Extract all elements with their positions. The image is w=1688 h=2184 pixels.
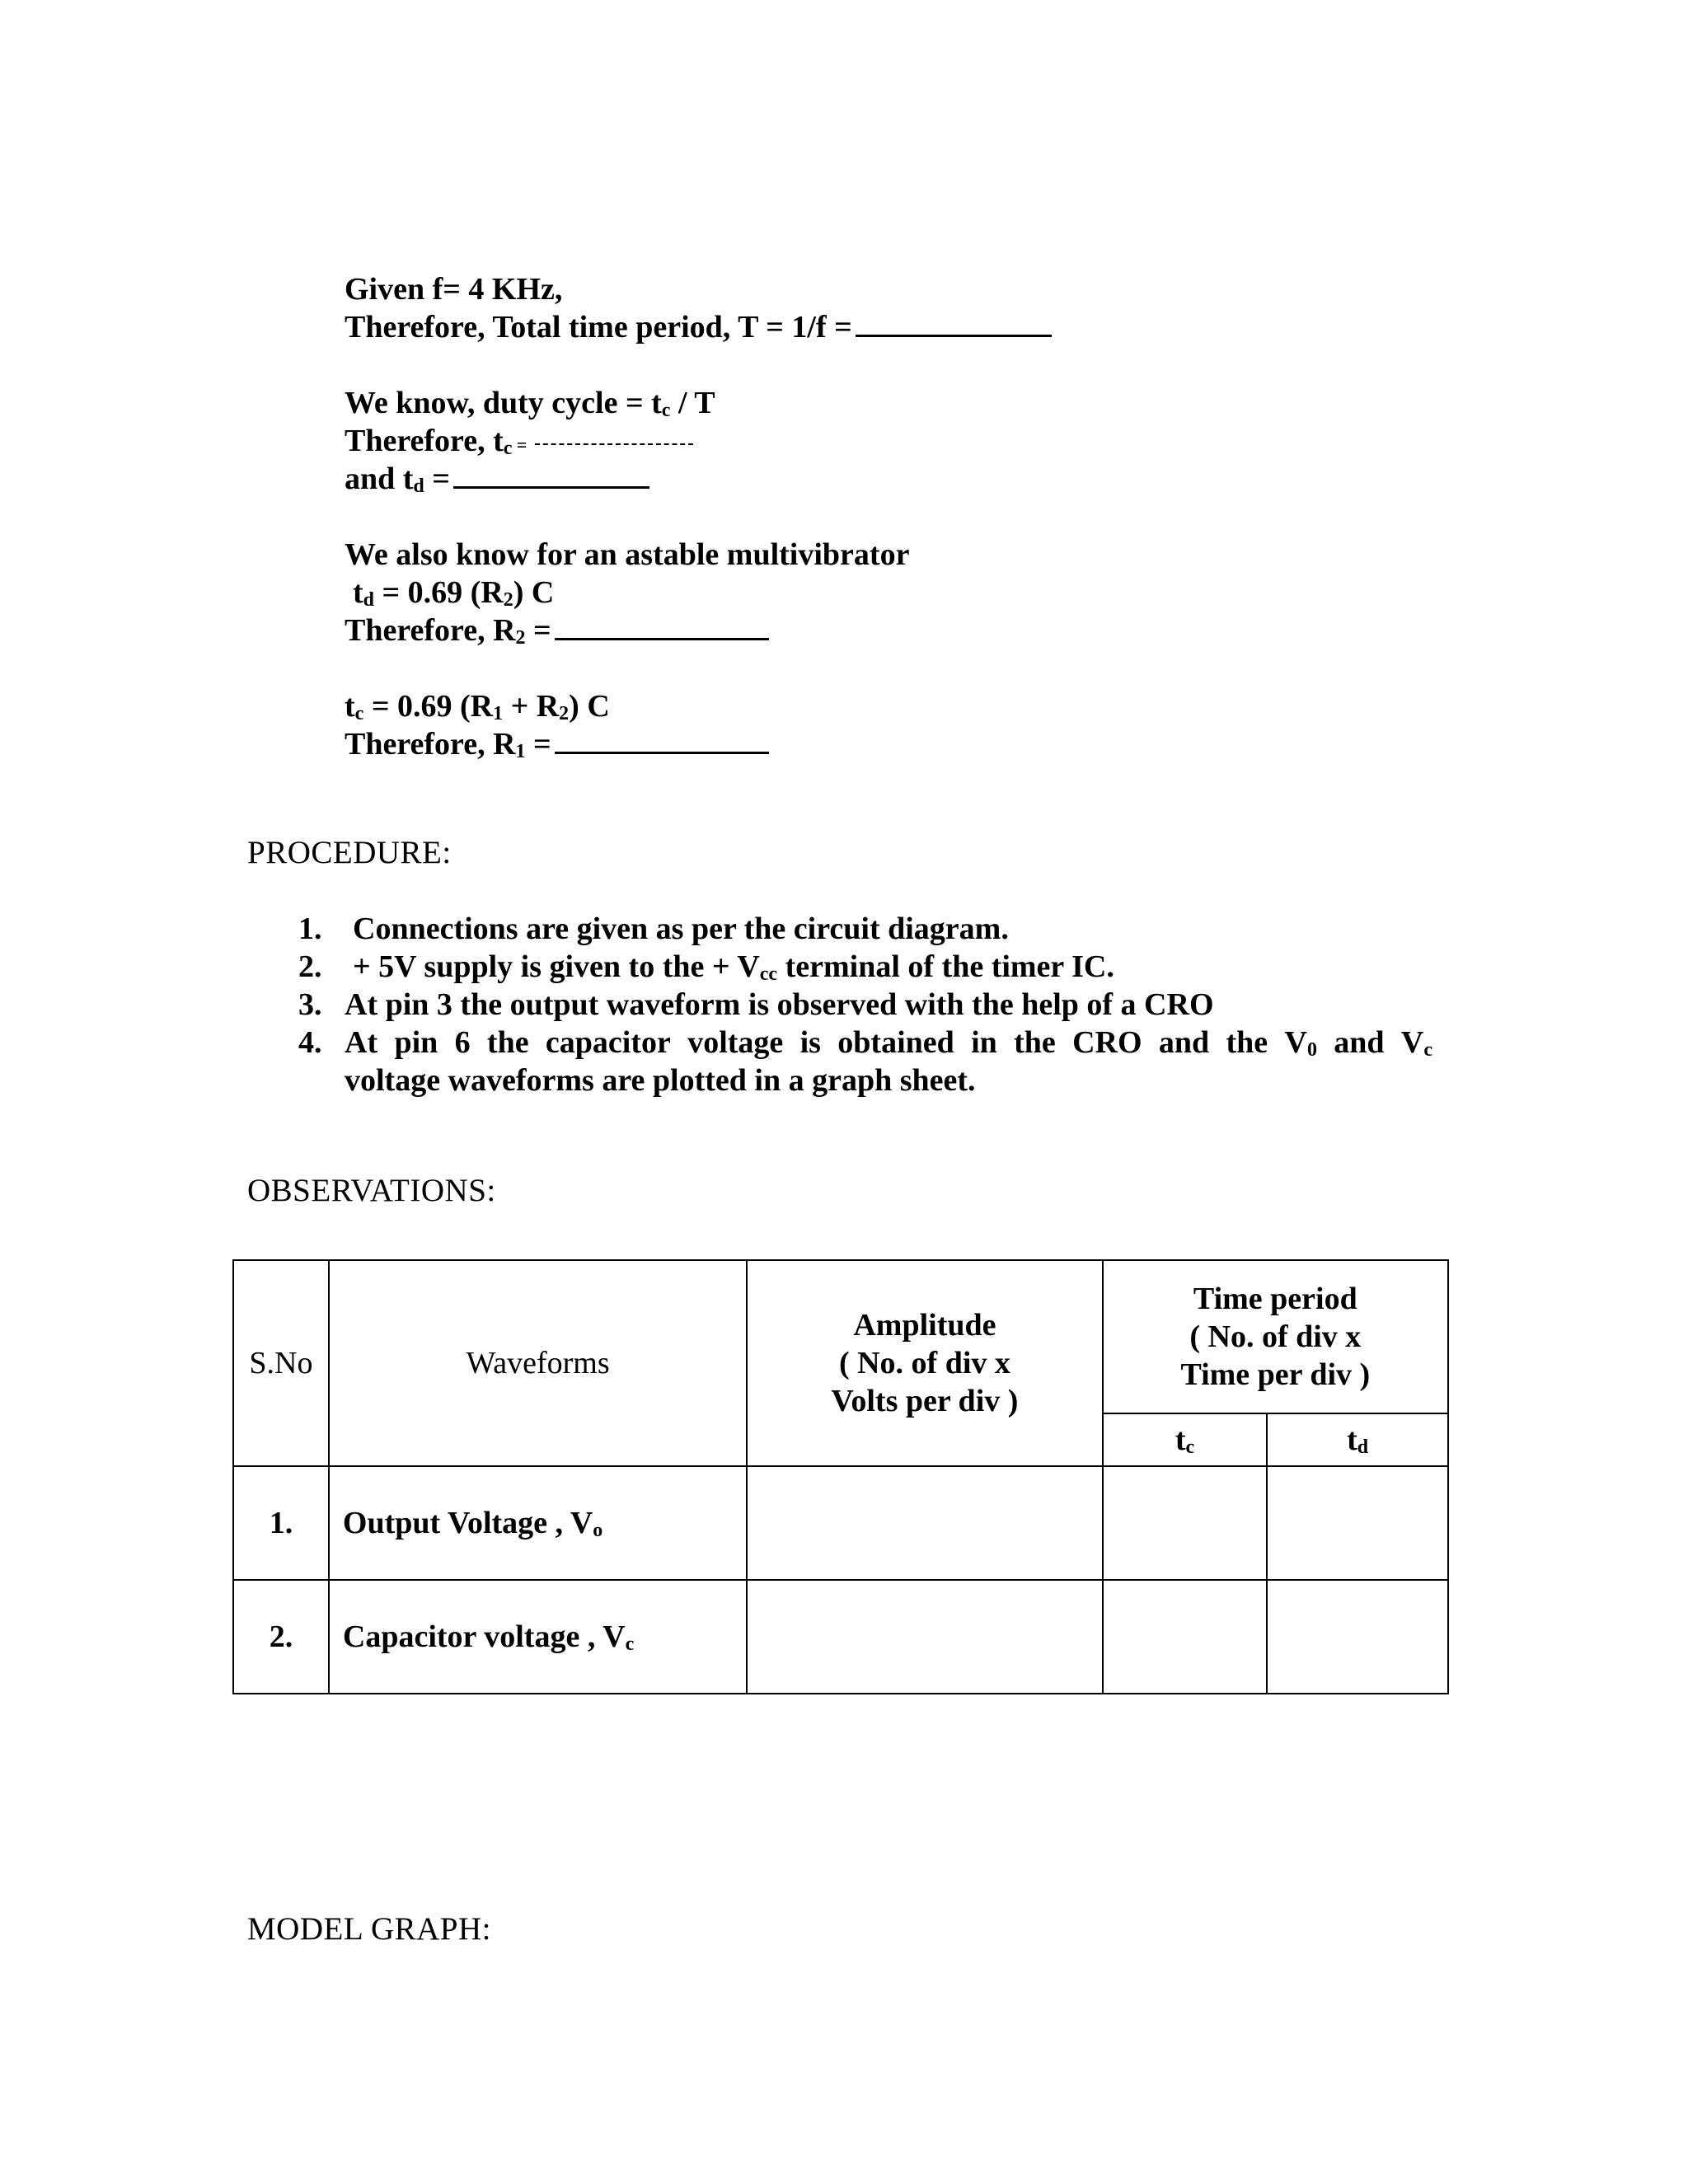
procedure-num-2: 2. [298, 949, 322, 984]
given-frequency: Given f= 4 KHz, [345, 272, 563, 307]
header-time-period [1103, 1260, 1448, 1413]
table-row [233, 1580, 1448, 1694]
proc4-word: is [799, 1025, 821, 1060]
observations-table [232, 1259, 1449, 1694]
time-period-blank[interactable] [856, 334, 1052, 337]
vc-sub: c [1423, 1039, 1432, 1061]
r1-equals: = [525, 727, 551, 762]
observations-heading: OBSERVATIONS: [247, 1173, 496, 1208]
proc4-word: capacitor [545, 1025, 671, 1060]
tc-symbol: t [1175, 1422, 1186, 1457]
header-td [1267, 1413, 1448, 1466]
tc-formula-mid: = 0.69 (R [363, 689, 494, 724]
header-waveforms: Waveforms [329, 1260, 747, 1466]
tc-formula-end: ) C [569, 689, 610, 724]
procedure-text-4 [345, 1024, 1432, 1062]
tc-formula-sub3: 2 [559, 703, 570, 724]
proc4-word: At [345, 1025, 378, 1060]
td-sub: d [413, 476, 424, 497]
table-header-row [233, 1260, 1448, 1413]
amplitude-line-2: ( No. of div x [838, 1346, 1010, 1380]
procedure-item-4-cont: voltage waveforms are plotted in a graph sheet. [345, 1063, 976, 1098]
time-period-line-1: Time period [1193, 1282, 1357, 1316]
procedure-heading: PROCEDURE: [247, 835, 452, 870]
r1-text: Therefore, R [345, 727, 516, 762]
r1-line [345, 725, 769, 763]
proc4-word: in [971, 1025, 997, 1060]
model-graph-heading: MODEL GRAPH: [247, 1911, 491, 1947]
proc4-word: and [1158, 1025, 1210, 1060]
proc4-word: pin [394, 1025, 438, 1060]
vc-symbol: V [1400, 1025, 1424, 1060]
procedure-text-3: At pin 3 the output waveform is observed with the help of a CRO [345, 987, 1214, 1022]
amplitude-cell[interactable] [747, 1580, 1102, 1694]
duty-cycle-sub: c [661, 400, 671, 421]
procedure-text-1: Connections are given as per the circuit diagram. [353, 912, 1009, 946]
proc4-vc [1401, 1024, 1432, 1062]
td-header-sub: d [1357, 1436, 1369, 1458]
time-period-line-2: ( No. of div x [1189, 1319, 1362, 1354]
row-sno: 1. [233, 1466, 329, 1580]
amplitude-cell[interactable] [747, 1466, 1102, 1580]
proc4-word: the [1014, 1025, 1056, 1060]
td-formula-mid: = 0.69 (R [374, 575, 504, 610]
procedure-text-2a: + 5V supply is given to the + V [353, 949, 760, 984]
row-waveform [329, 1466, 747, 1580]
proc4-word: obtained [837, 1025, 954, 1060]
waveform-sub: c [625, 1633, 635, 1655]
amplitude-line-3: Volts per div ) [831, 1384, 1019, 1418]
tc-equals: = [512, 434, 528, 455]
duty-cycle-text-end: / T [670, 386, 715, 420]
procedure-num-4: 4. [298, 1025, 322, 1060]
proc4-word: the [1226, 1025, 1268, 1060]
header-sno: S.No [233, 1260, 329, 1466]
tc-sub: c [503, 438, 513, 459]
r2-text: Therefore, R [345, 613, 516, 648]
r2-equals: = [525, 613, 551, 648]
procedure-num-1: 1. [298, 912, 322, 946]
row-sno: 2. [233, 1580, 329, 1694]
td-formula-t: t [353, 575, 363, 610]
tc-formula-sub2: 1 [493, 703, 504, 724]
total-time-period-text: Therefore, Total time period, T = 1/f = [345, 310, 852, 344]
r2-line [345, 612, 769, 649]
td-formula-sub2: 2 [503, 589, 513, 611]
td-blank[interactable] [453, 485, 649, 489]
tc-cell[interactable] [1103, 1466, 1268, 1580]
td-formula-end: ) C [513, 575, 555, 610]
tc-cell[interactable] [1103, 1580, 1268, 1694]
waveform-label: Capacitor voltage , V [342, 1619, 626, 1654]
time-period-line-3: Time per div ) [1180, 1357, 1371, 1392]
waveform-sub: o [593, 1520, 603, 1541]
proc4-word: voltage [687, 1025, 784, 1060]
proc4-word: the [486, 1025, 529, 1060]
proc4-word: CRO [1072, 1025, 1142, 1060]
duty-cycle-line [345, 384, 715, 422]
waveform-label: Output Voltage , V [342, 1506, 593, 1540]
header-amplitude [747, 1260, 1102, 1466]
astable-line: We also know for an astable multivibrator [345, 537, 910, 572]
td-line [345, 460, 649, 498]
v0-symbol: V [1284, 1025, 1307, 1060]
proc4-word: and [1334, 1025, 1385, 1060]
amplitude-line-1: Amplitude [853, 1308, 996, 1343]
tc-blank[interactable] [535, 443, 693, 445]
proc4-word: 6 [454, 1025, 471, 1060]
procedure-text-2b: terminal of the timer IC. [777, 949, 1114, 984]
r2-blank[interactable] [555, 637, 769, 640]
tc-header-sub: c [1185, 1436, 1195, 1458]
r1-blank[interactable] [555, 751, 769, 754]
row-waveform [329, 1580, 747, 1694]
v0-sub: 0 [1306, 1039, 1317, 1061]
r2-sub: 2 [515, 627, 526, 649]
duty-cycle-text: We know, duty cycle = t [345, 386, 662, 420]
tc-formula-plus: + R [503, 689, 560, 724]
procedure-num-3: 3. [298, 987, 322, 1022]
table-row [233, 1466, 1448, 1580]
total-time-period-line [345, 308, 1052, 346]
td-cell[interactable] [1267, 1466, 1448, 1580]
td-text: and t [345, 462, 414, 496]
tc-line [345, 422, 693, 464]
procedure-sub-2: cc [759, 963, 778, 985]
tc-formula [345, 687, 610, 725]
td-equals: = [424, 462, 450, 496]
proc4-v0 [1284, 1024, 1316, 1062]
td-cell[interactable] [1267, 1580, 1448, 1694]
td-symbol: t [1347, 1422, 1357, 1457]
header-tc [1103, 1413, 1268, 1466]
tc-text: Therefore, t [345, 424, 504, 458]
tc-formula-t: t [345, 689, 355, 724]
tc-formula-sub: c [354, 703, 364, 724]
r1-sub: 1 [515, 741, 526, 762]
td-formula-sub: d [363, 589, 375, 611]
td-formula [353, 574, 554, 612]
